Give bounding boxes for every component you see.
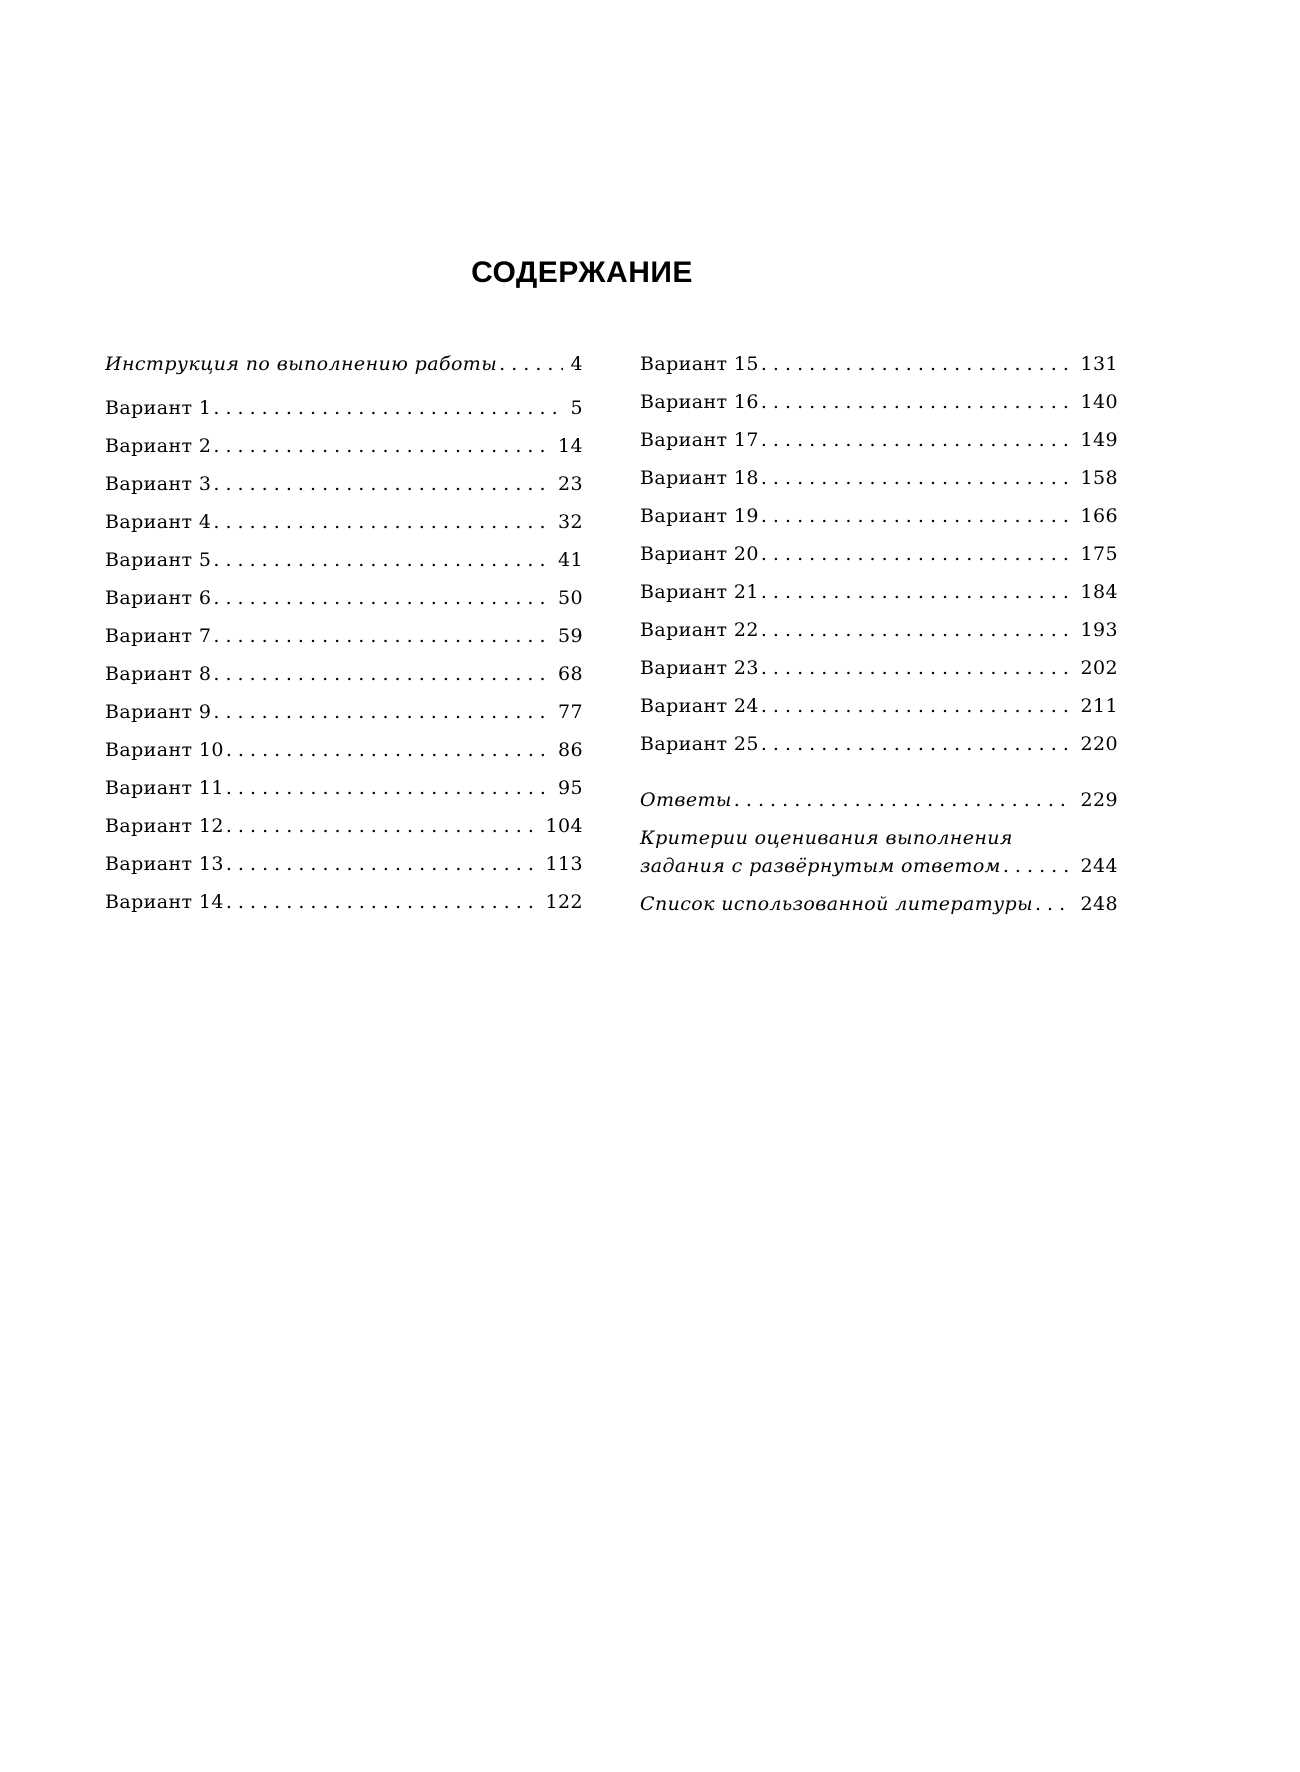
toc-entry-page: 59 xyxy=(558,625,583,647)
toc-entry-literature[interactable] xyxy=(640,890,1118,918)
leader-dots xyxy=(759,540,1073,568)
toc-entry-variant[interactable] xyxy=(105,888,583,916)
toc-entry-variant[interactable] xyxy=(105,508,583,536)
leader-dots xyxy=(211,584,550,612)
toc-entry-page: 104 xyxy=(545,815,583,837)
toc-entry-variant[interactable] xyxy=(105,432,583,460)
leader-dots xyxy=(211,470,550,498)
toc-entry-variant[interactable] xyxy=(640,540,1118,568)
toc-entry-label: Вариант 22 xyxy=(640,619,759,641)
toc-entry-variant[interactable] xyxy=(105,850,583,878)
toc-entry-variant[interactable] xyxy=(105,622,583,650)
toc-entry-page: 244 xyxy=(1080,855,1118,877)
leader-dots xyxy=(224,812,538,840)
leader-dots xyxy=(759,692,1073,720)
leader-dots xyxy=(759,730,1073,758)
toc-entry-label: Вариант 7 xyxy=(105,625,212,647)
toc-entry-page: 77 xyxy=(558,701,583,723)
toc-entry-label: Вариант 5 xyxy=(105,549,212,571)
leader-dots xyxy=(1001,852,1073,880)
toc-entry-variant[interactable] xyxy=(640,730,1118,758)
toc-entry-label: Вариант 2 xyxy=(105,435,212,457)
toc-entry-label: Вариант 1 xyxy=(105,397,212,419)
toc-entry-label-line1: Критерии оценивания выполнения xyxy=(640,827,1013,849)
page-title: СОДЕРЖАНИЕ xyxy=(471,256,693,289)
toc-entry-label: Вариант 14 xyxy=(105,891,224,913)
toc-entry-page: 14 xyxy=(558,435,583,457)
toc-entry-page: 211 xyxy=(1080,695,1118,717)
leader-dots xyxy=(759,388,1073,416)
leader-dots xyxy=(732,786,1073,814)
toc-entry-page: 220 xyxy=(1080,733,1118,755)
toc-entry-variant[interactable] xyxy=(105,736,583,764)
toc-entry-page: 5 xyxy=(570,397,583,419)
leader-dots xyxy=(211,660,550,688)
toc-entry-page: 32 xyxy=(558,511,583,533)
toc-entry-page: 202 xyxy=(1080,657,1118,679)
leader-dots xyxy=(211,546,550,574)
toc-entry-variant[interactable] xyxy=(640,388,1118,416)
leader-dots xyxy=(211,508,550,536)
leader-dots xyxy=(759,616,1073,644)
toc-entry-label: Вариант 8 xyxy=(105,663,212,685)
toc-entry-label: Вариант 10 xyxy=(105,739,224,761)
toc-entry-page: 184 xyxy=(1080,581,1118,603)
toc-entry-variant[interactable] xyxy=(105,470,583,498)
toc-entry-label: Вариант 25 xyxy=(640,733,759,755)
toc-entry-label: Вариант 13 xyxy=(105,853,224,875)
toc-entry-page: 95 xyxy=(558,777,583,799)
toc-entry-label: Вариант 6 xyxy=(105,587,212,609)
toc-entry-label-line2: задания с развёрнутым ответом xyxy=(640,855,1001,877)
toc-entry-label: Вариант 23 xyxy=(640,657,759,679)
toc-entry-label: Инструкция по выполнению работы xyxy=(105,353,498,375)
toc-entry-variant[interactable] xyxy=(105,546,583,574)
leader-dots xyxy=(211,432,550,460)
toc-entry-page: 166 xyxy=(1080,505,1118,527)
toc-entry-page: 68 xyxy=(558,663,583,685)
toc-entry-page: 50 xyxy=(558,587,583,609)
leader-dots xyxy=(759,654,1073,682)
leader-dots xyxy=(497,350,562,378)
toc-entry-variant[interactable] xyxy=(640,350,1118,378)
toc-entry-variant[interactable] xyxy=(105,394,583,422)
toc-entry-label: Вариант 15 xyxy=(640,353,759,375)
toc-entry-variant[interactable] xyxy=(640,654,1118,682)
toc-entry-page: 193 xyxy=(1080,619,1118,641)
toc-entry-label: Вариант 21 xyxy=(640,581,759,603)
toc-entry-label: Список использованной литературы xyxy=(640,893,1033,915)
toc-entry-page: 140 xyxy=(1080,391,1118,413)
toc-entry-variant[interactable] xyxy=(105,584,583,612)
toc-entry-page: 113 xyxy=(545,853,583,875)
toc-entry-page: 41 xyxy=(558,549,583,571)
toc-entry-page: 158 xyxy=(1080,467,1118,489)
toc-entry-page: 175 xyxy=(1080,543,1118,565)
toc-entry-instruction[interactable] xyxy=(105,350,583,378)
leader-dots xyxy=(759,578,1073,606)
leader-dots xyxy=(759,350,1073,378)
leader-dots xyxy=(211,394,562,422)
toc-entry-label: Вариант 3 xyxy=(105,473,212,495)
leader-dots xyxy=(759,426,1073,454)
toc-entry-page: 248 xyxy=(1080,893,1118,915)
toc-entry-variant[interactable] xyxy=(640,464,1118,492)
toc-left-variants xyxy=(105,394,583,916)
toc-entry-page: 122 xyxy=(545,891,583,913)
toc-entry-variant[interactable] xyxy=(640,502,1118,530)
leader-dots xyxy=(759,464,1073,492)
toc-entry-page: 86 xyxy=(558,739,583,761)
leader-dots xyxy=(224,774,550,802)
leader-dots xyxy=(211,622,550,650)
toc-entry-variant[interactable] xyxy=(105,660,583,688)
toc-entry-variant[interactable] xyxy=(640,692,1118,720)
leader-dots xyxy=(224,736,550,764)
toc-entry-criteria[interactable] xyxy=(640,824,1118,880)
toc-entry-variant[interactable] xyxy=(105,774,583,802)
leader-dots xyxy=(1033,890,1073,918)
toc-entry-label: Вариант 16 xyxy=(640,391,759,413)
toc-entry-label: Вариант 17 xyxy=(640,429,759,451)
leader-dots xyxy=(224,888,538,916)
toc-entry-variant[interactable] xyxy=(640,616,1118,644)
toc-entry-variant[interactable] xyxy=(640,426,1118,454)
toc-entry-label: Вариант 12 xyxy=(105,815,224,837)
toc-entry-line2 xyxy=(640,852,1118,880)
toc-right-column xyxy=(640,350,1118,928)
toc-entry-variant[interactable] xyxy=(105,698,583,726)
toc-right-variants xyxy=(640,350,1118,758)
toc-entry-label: Вариант 4 xyxy=(105,511,212,533)
toc-entry-label: Вариант 11 xyxy=(105,777,224,799)
toc-entry-label: Вариант 9 xyxy=(105,701,212,723)
toc-entry-label: Ответы xyxy=(640,789,732,811)
toc-entry-page: 23 xyxy=(558,473,583,495)
leader-dots xyxy=(759,502,1073,530)
toc-entry-page: 229 xyxy=(1080,789,1118,811)
toc-entry-variant[interactable] xyxy=(105,812,583,840)
toc-entry-label: Вариант 18 xyxy=(640,467,759,489)
toc-entry-label: Вариант 20 xyxy=(640,543,759,565)
toc-entry-page: 149 xyxy=(1080,429,1118,451)
toc-entry-label: Вариант 24 xyxy=(640,695,759,717)
toc-left-column xyxy=(105,350,583,926)
toc-entry-variant[interactable] xyxy=(640,578,1118,606)
toc-entry-page: 4 xyxy=(570,353,583,375)
leader-dots xyxy=(224,850,538,878)
toc-entry-page: 131 xyxy=(1080,353,1118,375)
toc-entry-answers[interactable] xyxy=(640,786,1118,814)
leader-dots xyxy=(211,698,550,726)
toc-entry-label: Вариант 19 xyxy=(640,505,759,527)
